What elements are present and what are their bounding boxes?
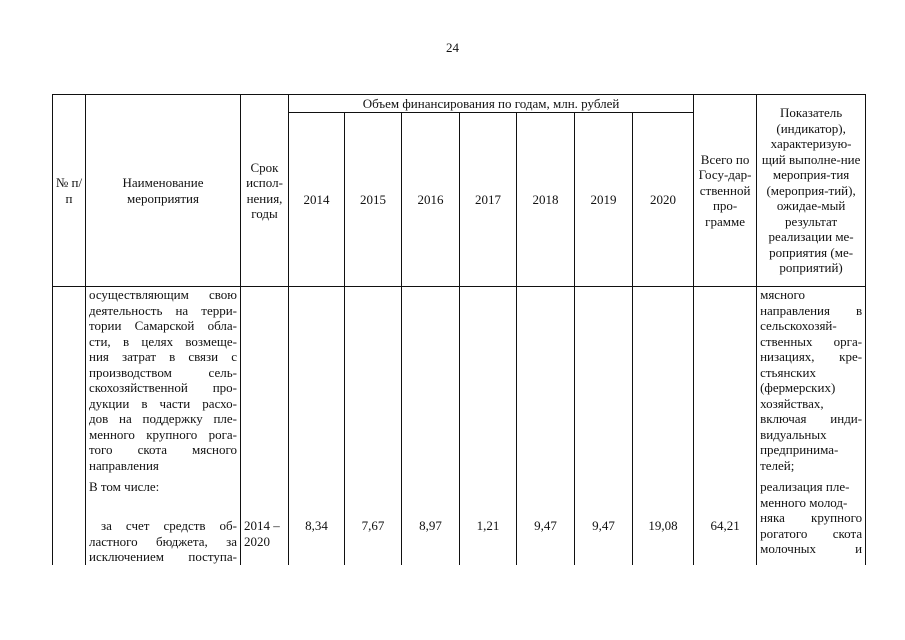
value-cell: 1,21 [460, 510, 517, 565]
header-indicator: Показатель (индикатор), характеризую-щий выполне-ние мероприя-тия (мероприя-тий), ожидае-мый результат реализации ме-роприятия (ме-роприятий) [757, 95, 866, 287]
value-cell: 9,47 [517, 510, 575, 565]
term-cell: 2014 – 2020 [241, 510, 289, 565]
header-total: Всего по Госу-дар-ственной про-грамме [694, 95, 757, 287]
indicator-description: реализация пле- менного молод- [757, 479, 866, 510]
header-year: 2019 [575, 113, 633, 287]
measure-description: осуществляющим свою деятельность на терри- тории Самарской обла- сти, в целях возмеще- ния затрат в связи с производством сель- скохозяйственной про- дукции в части расхо- дов на поддержку пле- менного крупного рога- того скота мясного направления [86, 287, 241, 474]
indicator-description: няка крупного рогатого скота молочных и [757, 510, 866, 565]
value-cell: 9,47 [575, 510, 633, 565]
funding-source: за счет средств об- ластного бюджета, за исключением поступа- [86, 510, 241, 565]
page-number: 24 [446, 40, 459, 55]
header-year: 2020 [633, 113, 694, 287]
indicator-description: мясного направления в сельскохозяй- ственных орга- низациях, кре- стьянских (фермерских) хозяйствах, включая инди- видуальных предпринима- телей; [757, 287, 866, 474]
program-table [52, 94, 866, 565]
header-year: 2014 [289, 113, 345, 287]
header-funding: Объем финансирования по годам, млн. рублей [289, 95, 694, 113]
header-year: 2015 [345, 113, 402, 287]
header-year: 2018 [517, 113, 575, 287]
total-cell: 64,21 [694, 510, 757, 565]
value-cell: 19,08 [633, 510, 694, 565]
header-year: 2017 [460, 113, 517, 287]
header-year: 2016 [402, 113, 460, 287]
table-row [53, 510, 866, 565]
value-cell: 8,34 [289, 510, 345, 565]
table-row [53, 479, 866, 510]
value-cell: 8,97 [402, 510, 460, 565]
header-term: Срок испол-нения, годы [241, 95, 289, 287]
value-cell: 7,67 [345, 510, 402, 565]
including-label: В том числе: [86, 479, 241, 510]
header-num: № п/п [53, 95, 86, 287]
table-row [53, 287, 866, 474]
header-name: Наименование мероприятия [86, 95, 241, 287]
